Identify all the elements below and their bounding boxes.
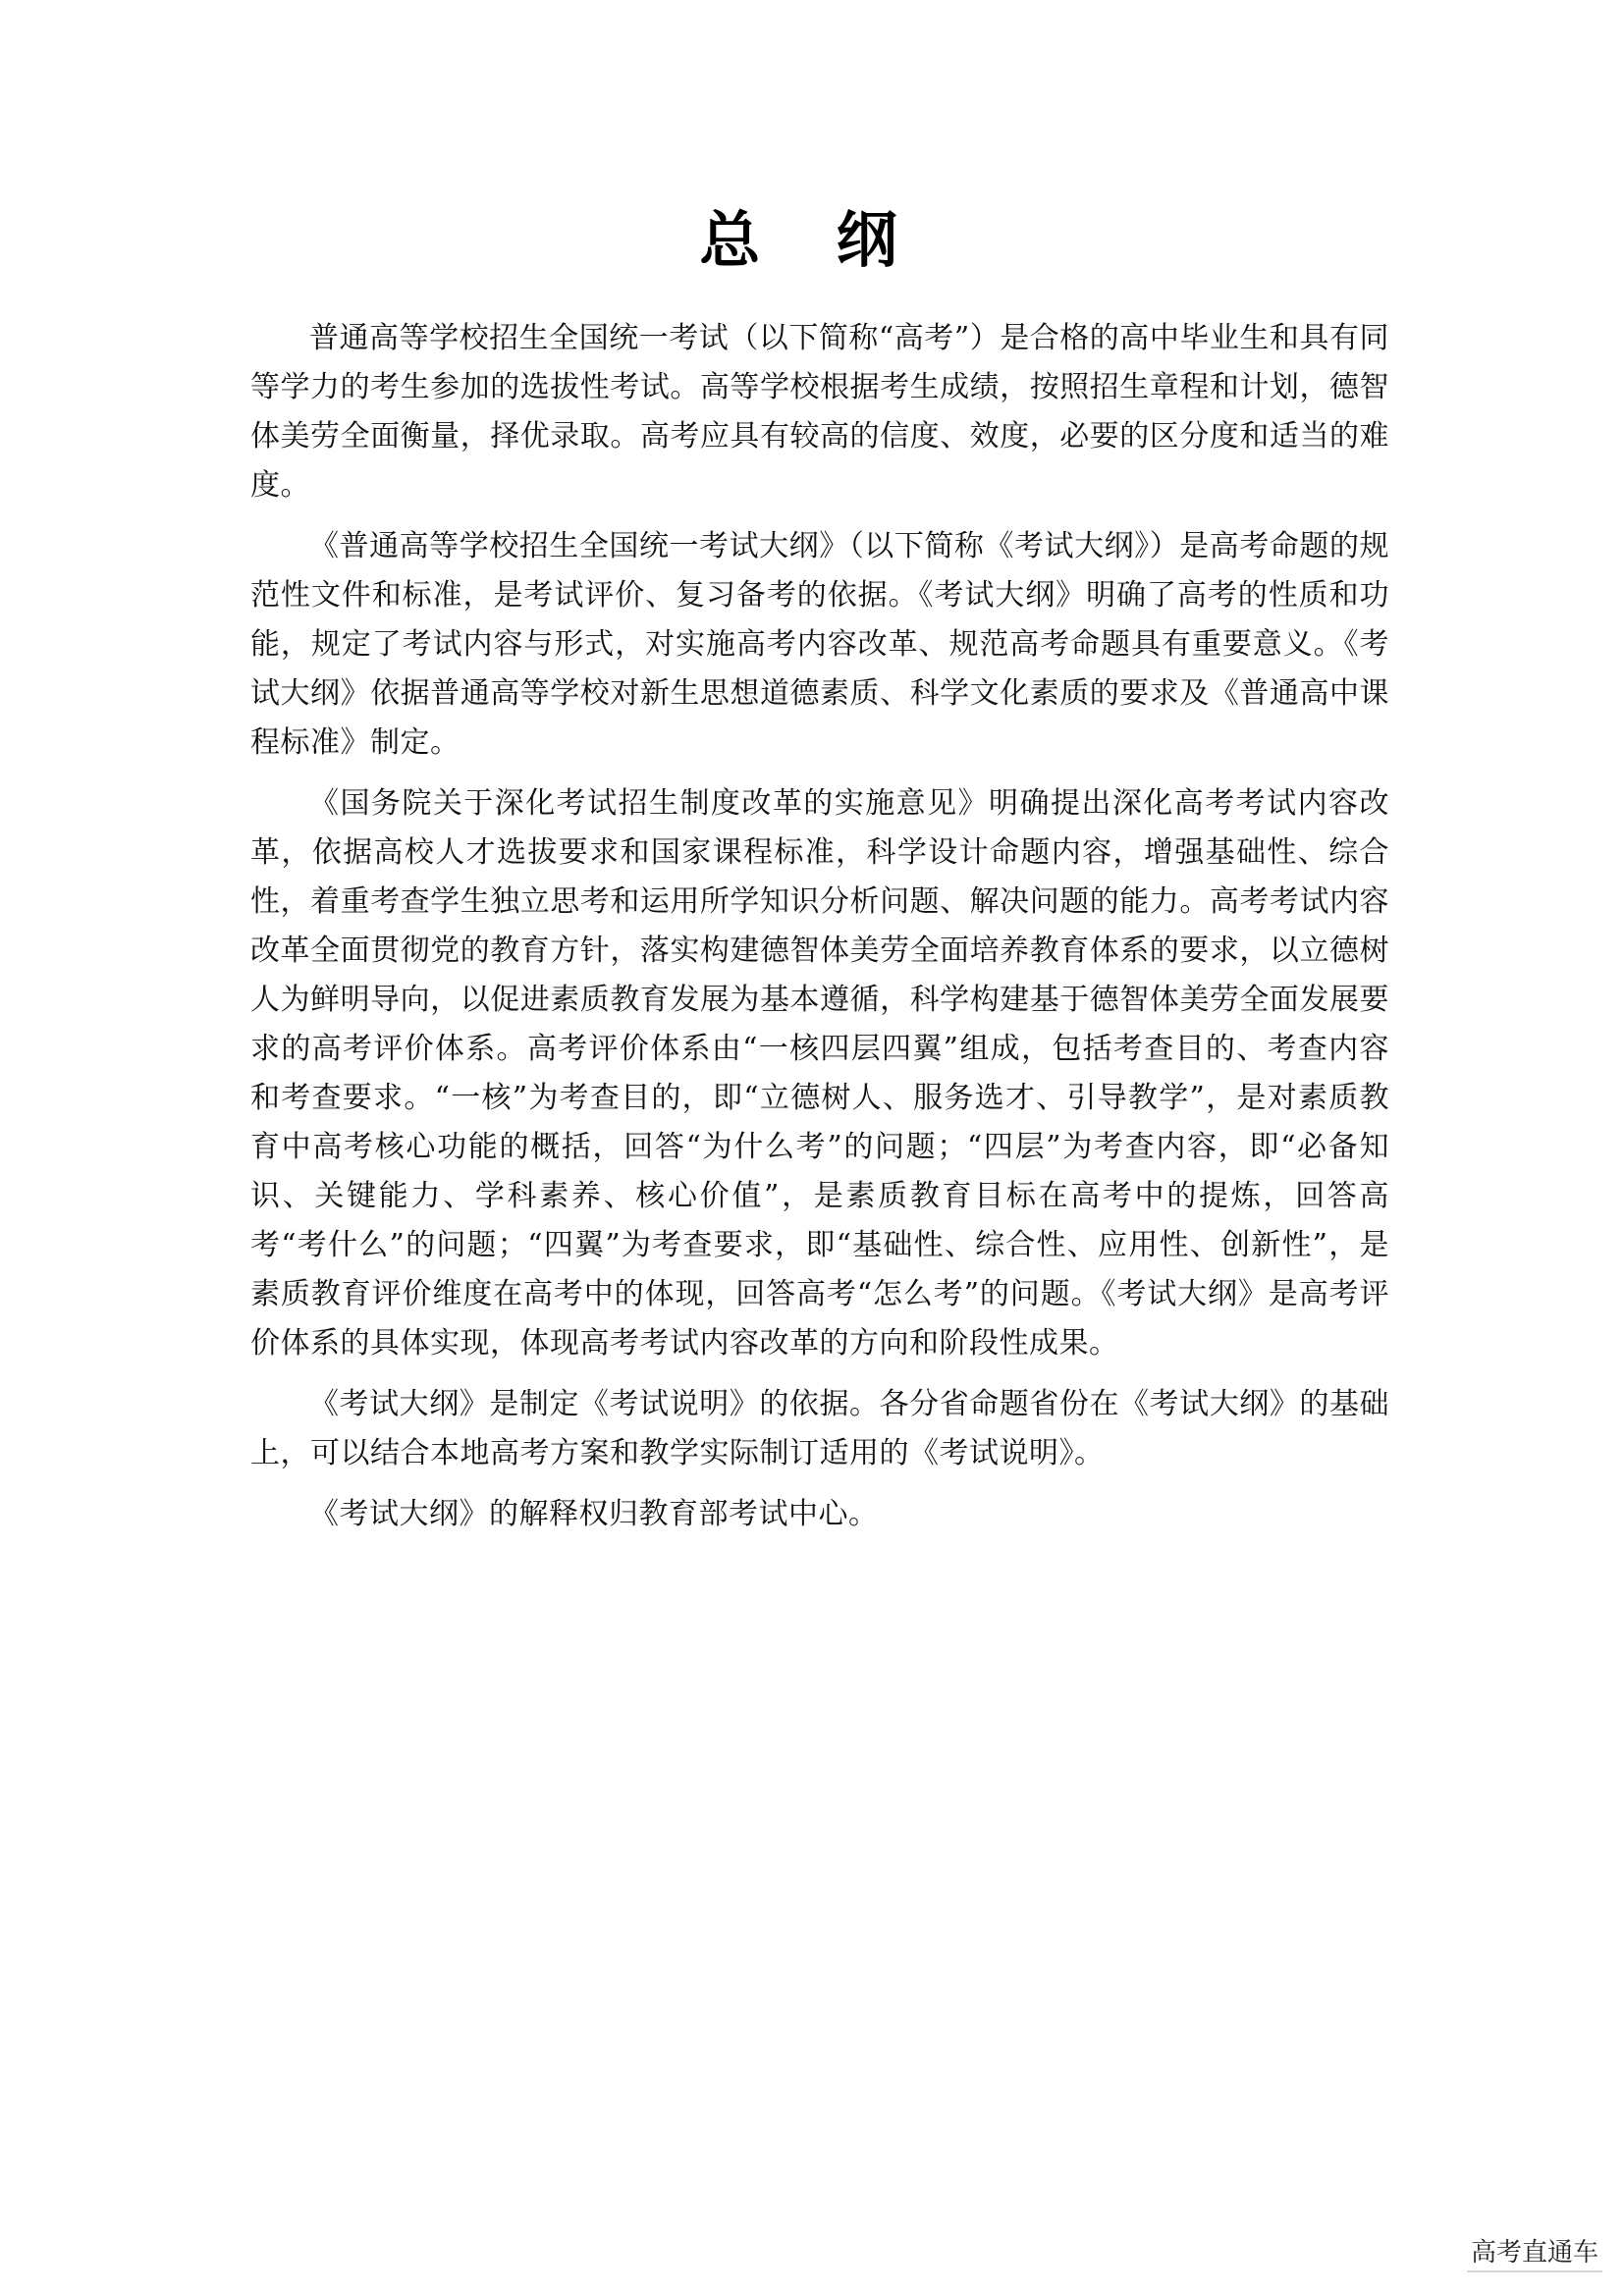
footer-watermark: 高考直通车 xyxy=(1467,2232,1602,2272)
paragraph-interpretation-right: 《考试大纲》的解释权归教育部考试中心。 xyxy=(309,1497,879,1531)
paragraph-exam-instructions: 《考试大纲》是制定《考试说明》的依据。各分省命题省份在《考试大纲》的基础上，可以结合本地高考方案和教学实际制订适用的《考试说明》。 xyxy=(250,1387,1389,1470)
paragraph-reform-evaluation-system: 《国务院关于深化考试招生制度改革的实施意见》明确提出深化高考考试内容改革，依据高校人才选拔要求和国家课程标准，科学设计命题内容，增强基础性、综合性，着重考查学生独立思考和运用所学知识分析问题、解决问题的能力。高考考试内容改革全面贯彻党的教育方针，落实构建德智体美劳全面培养教育体系的要求，以立德树人为鲜明导向，以促进素质教育发展为基本遵循，科学构建基于德智体美劳全面发展要求的高考评价体系。高考评价体系由“一核四层四翼”组成，包括考查目的、考查内容和考查要求。“一核”为考查目的，即“立德树人、服务选才、引导教学”，是对素质教育中高考核心功能的概括，回答“为什么考”的问题；“四层”为考查内容，即“必备知识、关键能力、学科素养、核心价值”，是素质教育目标在高考中的提炼，回答高考“考什么”的问题；“四翼”为考查要求，即“基础性、综合性、应用性、创新性”，是素质教育评价维度在高考中的体现，回答高考“怎么考”的问题。《考试大纲》是高考评价体系的具体实现，体现高考考试内容改革的方向和阶段性成果。 xyxy=(250,786,1389,1361)
page-title: 总 纲 xyxy=(699,204,925,276)
document-body xyxy=(250,314,1389,1551)
paragraph-intro: 普通高等学校招生全国统一考试（以下简称“高考”）是合格的高中毕业生和具有同等学力的考生参加的选拔性考试。高等学校根据考生成绩，按照招生章程和计划，德智体美劳全面衡量，择优录取。高考应具有较高的信度、效度，必要的区分度和适当的难度。 xyxy=(250,321,1389,503)
paragraph-exam-outline: 《普通高等学校招生全国统一考试大纲》（以下简称《考试大纲》）是高考命题的规范性文件和标准，是考试评价、复习备考的依据。《考试大纲》明确了高考的性质和功能，规定了考试内容与形式，对实施高考内容改革、规范高考命题具有重要意义。《考试大纲》依据普通高等学校对新生思想道德素质、科学文化素质的要求及《普通高中课程标准》制定。 xyxy=(250,529,1389,760)
